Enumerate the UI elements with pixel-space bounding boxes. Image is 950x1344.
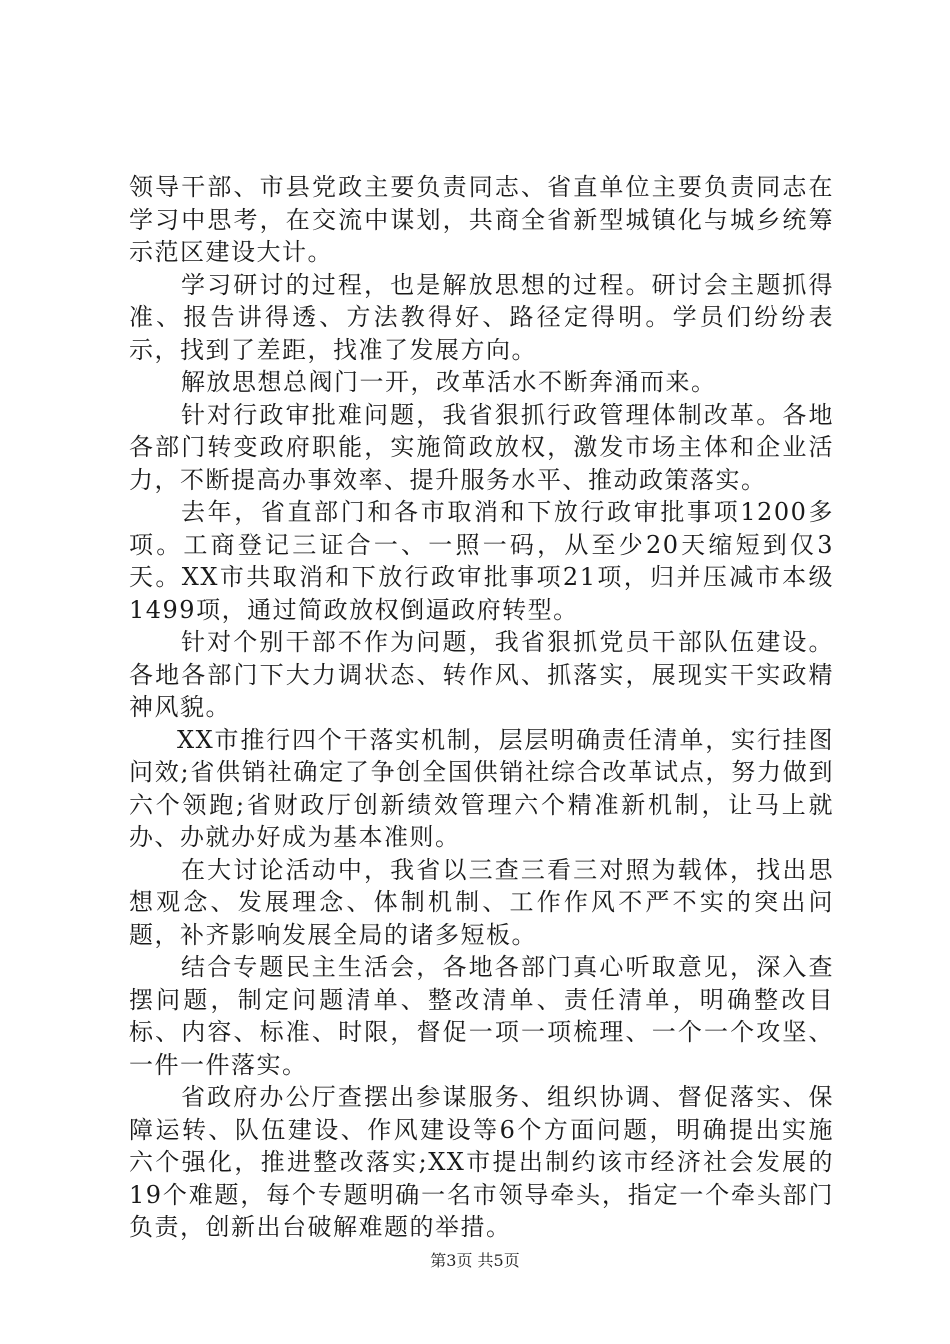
paragraph-3: 解放思想总阀门一开，改革活水不断奔涌而来。 bbox=[181, 368, 717, 396]
paragraph-10: 省政府办公厅查摆出参谋服务、组织协调、督促落实、保障运转、队伍建设、作风建设等6个方面问题，明确提出实施六个强化，推进整改落实;XX市提出制约该市经济社会发展的19个难题，每个专题明确一名市领导牵头，指定一个牵头部门负责，创新出台破解难题的举措。 bbox=[129, 1083, 834, 1241]
paragraph-8: 在大讨论活动中，我省以三查三看三对照为载体，找出思想观念、发展理念、体制机制、工作作风不严不实的突出问题，补齐影响发展全局的诸多短板。 bbox=[129, 855, 834, 949]
paragraph-6: 针对个别干部不作为问题，我省狠抓党员干部队伍建设。各地各部门下大力调状态、转作风、抓落实，展现实干实政精神风貌。 bbox=[129, 628, 834, 721]
document-body bbox=[129, 171, 834, 1244]
paragraph-1: 领导干部、市县党政主要负责同志、省直单位主要负责同志在学习中思考，在交流中谋划，共商全省新型城镇化与城乡统筹示范区建设大计。 bbox=[129, 173, 834, 266]
paragraph-5: 去年，省直部门和各市取消和下放行政审批事项1200多项。工商登记三证合一、一照一码，从至少20天缩短到仅3天。XX市共取消和下放行政审批事项21项，归并压减市本级1499项，通过简政放权倒逼政府转型。 bbox=[129, 498, 834, 624]
paragraph-7: XX市推行四个干落实机制，层层明确责任清单，实行挂图问效;省供销社确定了争创全国供销社综合改革试点，努力做到六个领跑;省财政厅创新绩效管理六个精准新机制，让马上就办、办就办好成为基本准则。 bbox=[129, 725, 834, 851]
paragraph-9: 结合专题民主生活会，各地各部门真心听取意见，深入查摆问题，制定问题清单、整改清单、责任清单，明确整改目标、内容、标准、时限，督促一项一项梳理、一个一个攻坚、一件一件落实。 bbox=[129, 953, 834, 1079]
page-footer: 第3页 共5页 bbox=[430, 1251, 520, 1270]
paragraph-2: 学习研讨的过程，也是解放思想的过程。研讨会主题抓得准、报告讲得透、方法教得好、路径定得明。学员们纷纷表示，找到了差距，找准了发展方向。 bbox=[129, 270, 834, 364]
paragraph-4: 针对行政审批难问题，我省狠抓行政管理体制改革。各地各部门转变政府职能，实施简政放权，激发市场主体和企业活力，不断提高办事效率、提升服务水平、推动政策落实。 bbox=[129, 400, 834, 494]
